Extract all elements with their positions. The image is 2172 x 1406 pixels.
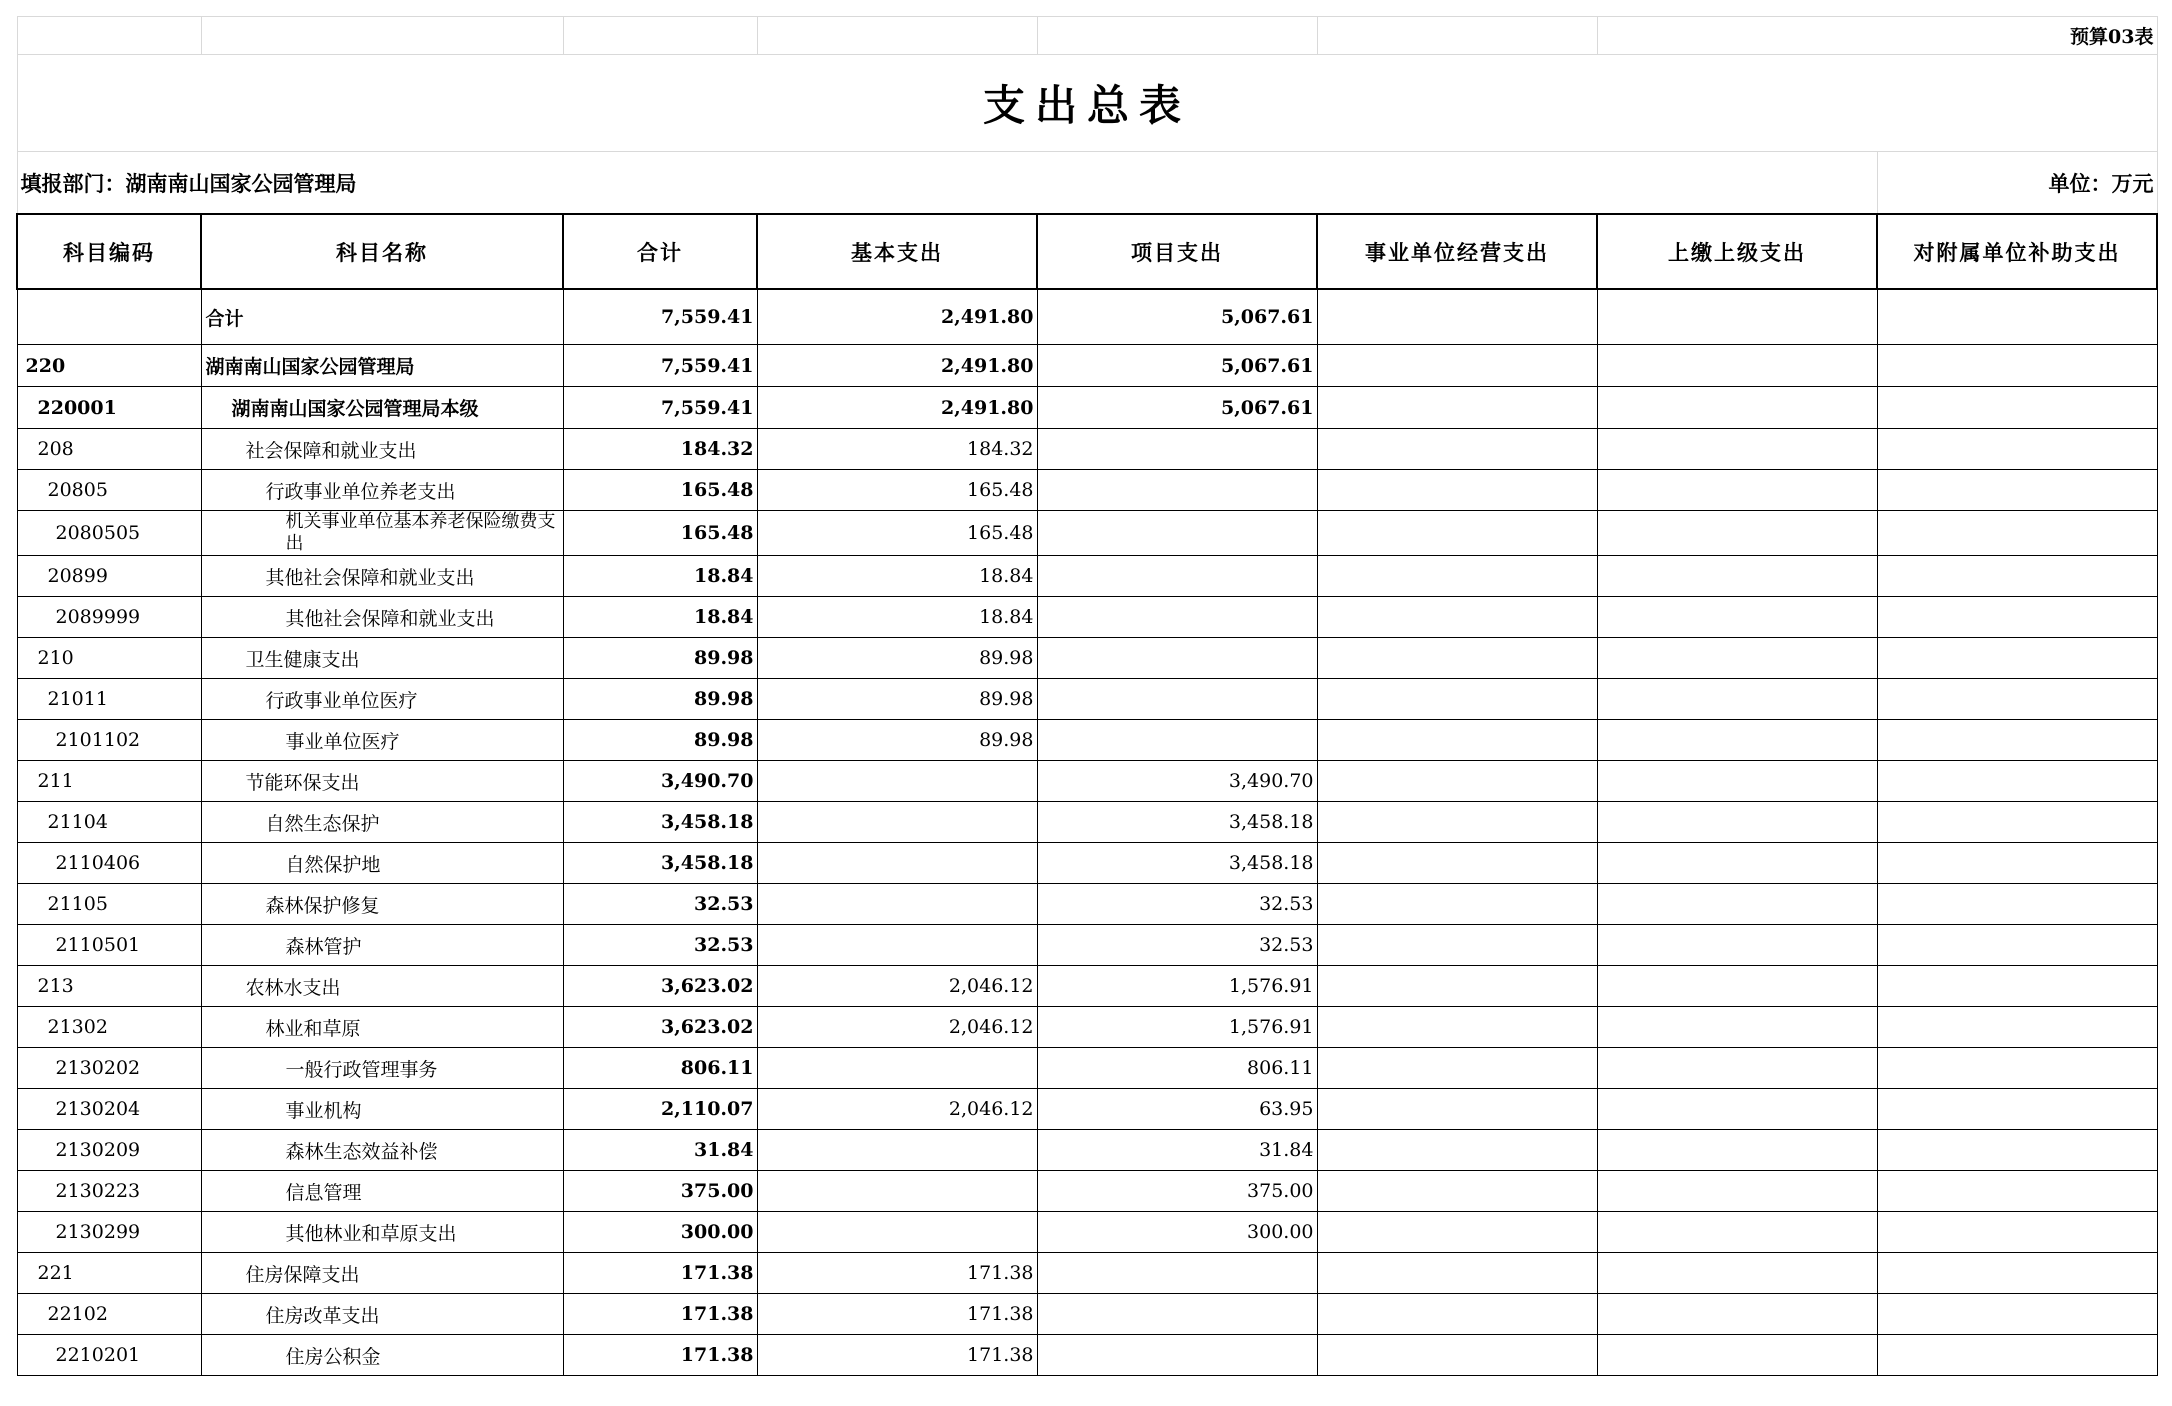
project-cell [1037, 429, 1317, 470]
upper-cell [1597, 1130, 1877, 1171]
subsidy-cell [1877, 1171, 2157, 1212]
project-cell [1037, 511, 1317, 556]
business-cell [1317, 429, 1597, 470]
name-cell: 合计 [201, 289, 563, 345]
project-cell: 1,576.91 [1037, 1007, 1317, 1048]
business-cell [1317, 802, 1597, 843]
business-cell [1317, 1212, 1597, 1253]
project-cell [1037, 556, 1317, 597]
basic-cell: 18.84 [757, 556, 1037, 597]
project-cell: 32.53 [1037, 884, 1317, 925]
code-cell: 213 [17, 966, 201, 1007]
department-label: 填报部门：湖南南山国家公园管理局 [17, 152, 1877, 215]
basic-cell [757, 925, 1037, 966]
upper-cell [1597, 1048, 1877, 1089]
name-cell: 机关事业单位基本养老保险缴费支出 [201, 511, 563, 556]
code-cell: 20899 [17, 556, 201, 597]
business-cell [1317, 679, 1597, 720]
basic-cell: 171.38 [757, 1253, 1037, 1294]
code-cell: 2130299 [17, 1212, 201, 1253]
name-cell: 节能环保支出 [201, 761, 563, 802]
project-cell: 806.11 [1037, 1048, 1317, 1089]
basic-cell: 165.48 [757, 470, 1037, 511]
total-cell: 3,458.18 [563, 802, 757, 843]
table-row [17, 1335, 2157, 1376]
subsidy-cell [1877, 556, 2157, 597]
business-cell [1317, 345, 1597, 387]
business-cell [1317, 1294, 1597, 1335]
total-cell: 7,559.41 [563, 345, 757, 387]
name-cell: 湖南南山国家公园管理局本级 [201, 387, 563, 429]
basic-cell [757, 761, 1037, 802]
name-cell: 事业单位医疗 [201, 720, 563, 761]
table-row [17, 1212, 2157, 1253]
basic-cell: 18.84 [757, 597, 1037, 638]
project-cell: 3,458.18 [1037, 802, 1317, 843]
project-cell [1037, 720, 1317, 761]
basic-cell [757, 1130, 1037, 1171]
basic-cell: 2,046.12 [757, 1089, 1037, 1130]
table-row [17, 925, 2157, 966]
upper-cell [1597, 556, 1877, 597]
table-row [17, 638, 2157, 679]
project-cell: 63.95 [1037, 1089, 1317, 1130]
subsidy-cell [1877, 720, 2157, 761]
table-row [17, 387, 2157, 429]
subsidy-cell [1877, 843, 2157, 884]
table-row [17, 720, 2157, 761]
upper-cell [1597, 1007, 1877, 1048]
header-total: 合计 [563, 214, 757, 289]
name-cell: 自然生态保护 [201, 802, 563, 843]
business-cell [1317, 1130, 1597, 1171]
basic-cell [757, 1171, 1037, 1212]
total-cell: 165.48 [563, 470, 757, 511]
name-cell: 农林水支出 [201, 966, 563, 1007]
upper-cell [1597, 387, 1877, 429]
name-cell: 行政事业单位医疗 [201, 679, 563, 720]
upper-cell [1597, 679, 1877, 720]
table-row [17, 1130, 2157, 1171]
header-row [17, 214, 2157, 289]
name-cell: 其他社会保障和就业支出 [201, 597, 563, 638]
project-cell: 3,490.70 [1037, 761, 1317, 802]
code-cell: 2130209 [17, 1130, 201, 1171]
code-cell: 220001 [17, 387, 201, 429]
business-cell [1317, 884, 1597, 925]
basic-cell [757, 884, 1037, 925]
upper-cell [1597, 1171, 1877, 1212]
code-cell: 21105 [17, 884, 201, 925]
project-cell: 3,458.18 [1037, 843, 1317, 884]
project-cell: 31.84 [1037, 1130, 1317, 1171]
code-cell: 2080505 [17, 511, 201, 556]
business-cell [1317, 387, 1597, 429]
business-cell [1317, 1171, 1597, 1212]
upper-cell [1597, 638, 1877, 679]
name-cell: 其他社会保障和就业支出 [201, 556, 563, 597]
code-cell: 2210201 [17, 1335, 201, 1376]
subsidy-cell [1877, 638, 2157, 679]
code-cell: 21104 [17, 802, 201, 843]
basic-cell: 171.38 [757, 1335, 1037, 1376]
business-cell [1317, 1048, 1597, 1089]
total-cell: 32.53 [563, 925, 757, 966]
business-cell [1317, 638, 1597, 679]
table-row [17, 470, 2157, 511]
total-cell: 300.00 [563, 1212, 757, 1253]
total-cell: 3,490.70 [563, 761, 757, 802]
name-cell: 森林保护修复 [201, 884, 563, 925]
code-cell: 2130223 [17, 1171, 201, 1212]
upper-cell [1597, 843, 1877, 884]
header-basic: 基本支出 [757, 214, 1037, 289]
basic-cell: 2,491.80 [757, 345, 1037, 387]
project-cell: 375.00 [1037, 1171, 1317, 1212]
subsidy-cell [1877, 511, 2157, 556]
table-row [17, 843, 2157, 884]
table-row [17, 884, 2157, 925]
table-row [17, 802, 2157, 843]
upper-cell [1597, 966, 1877, 1007]
upper-cell [1597, 1212, 1877, 1253]
name-cell: 住房公积金 [201, 1335, 563, 1376]
basic-cell: 2,046.12 [757, 966, 1037, 1007]
upper-cell [1597, 761, 1877, 802]
business-cell [1317, 511, 1597, 556]
basic-cell: 2,491.80 [757, 289, 1037, 345]
upper-cell [1597, 720, 1877, 761]
basic-cell: 2,491.80 [757, 387, 1037, 429]
table-row [17, 1007, 2157, 1048]
table-row [17, 1089, 2157, 1130]
subsidy-cell [1877, 761, 2157, 802]
total-cell: 7,559.41 [563, 387, 757, 429]
code-cell: 21302 [17, 1007, 201, 1048]
table-row [17, 429, 2157, 470]
department-row [17, 152, 2157, 215]
name-cell: 信息管理 [201, 1171, 563, 1212]
code-cell: 210 [17, 638, 201, 679]
table-row [17, 556, 2157, 597]
table-row [17, 1253, 2157, 1294]
header-name: 科目名称 [201, 214, 563, 289]
project-cell [1037, 679, 1317, 720]
upper-cell [1597, 884, 1877, 925]
project-cell [1037, 1335, 1317, 1376]
project-cell: 32.53 [1037, 925, 1317, 966]
subsidy-cell [1877, 429, 2157, 470]
upper-cell [1597, 925, 1877, 966]
code-cell: 2110406 [17, 843, 201, 884]
business-cell [1317, 1335, 1597, 1376]
table-row [17, 1048, 2157, 1089]
total-cell: 18.84 [563, 556, 757, 597]
basic-cell: 184.32 [757, 429, 1037, 470]
project-cell: 5,067.61 [1037, 345, 1317, 387]
project-cell [1037, 1253, 1317, 1294]
business-cell [1317, 1089, 1597, 1130]
upper-cell [1597, 597, 1877, 638]
name-cell: 住房保障支出 [201, 1253, 563, 1294]
total-cell: 806.11 [563, 1048, 757, 1089]
subsidy-cell [1877, 884, 2157, 925]
upper-cell [1597, 1294, 1877, 1335]
title-row [17, 55, 2157, 152]
business-cell [1317, 289, 1597, 345]
name-cell: 事业机构 [201, 1089, 563, 1130]
total-cell: 3,623.02 [563, 1007, 757, 1048]
subsidy-cell [1877, 387, 2157, 429]
subsidy-cell [1877, 1007, 2157, 1048]
total-cell: 31.84 [563, 1130, 757, 1171]
project-cell: 5,067.61 [1037, 387, 1317, 429]
upper-cell [1597, 1335, 1877, 1376]
code-cell: 221 [17, 1253, 201, 1294]
basic-cell [757, 1212, 1037, 1253]
upper-cell [1597, 429, 1877, 470]
total-cell: 3,458.18 [563, 843, 757, 884]
header-code: 科目编码 [17, 214, 201, 289]
table-row [17, 597, 2157, 638]
project-cell: 300.00 [1037, 1212, 1317, 1253]
name-cell: 森林生态效益补偿 [201, 1130, 563, 1171]
header-project: 项目支出 [1037, 214, 1317, 289]
table-row [17, 761, 2157, 802]
subsidy-cell [1877, 1212, 2157, 1253]
subsidy-cell [1877, 597, 2157, 638]
upper-cell [1597, 511, 1877, 556]
header-upper: 上缴上级支出 [1597, 214, 1877, 289]
subsidy-cell [1877, 925, 2157, 966]
project-cell [1037, 597, 1317, 638]
subsidy-cell [1877, 1294, 2157, 1335]
total-cell: 2,110.07 [563, 1089, 757, 1130]
name-cell: 住房改革支出 [201, 1294, 563, 1335]
business-cell [1317, 1253, 1597, 1294]
total-cell: 171.38 [563, 1294, 757, 1335]
expenditure-table [16, 16, 2158, 1376]
upper-cell [1597, 802, 1877, 843]
name-cell: 其他林业和草原支出 [201, 1212, 563, 1253]
name-cell: 行政事业单位养老支出 [201, 470, 563, 511]
business-cell [1317, 925, 1597, 966]
subsidy-cell [1877, 1089, 2157, 1130]
upper-cell [1597, 345, 1877, 387]
upper-cell [1597, 1089, 1877, 1130]
total-cell: 3,623.02 [563, 966, 757, 1007]
subsidy-cell [1877, 1253, 2157, 1294]
basic-cell: 89.98 [757, 638, 1037, 679]
business-cell [1317, 1007, 1597, 1048]
sheet-title: 支出总表 [17, 55, 2157, 152]
name-cell: 自然保护地 [201, 843, 563, 884]
total-cell: 171.38 [563, 1253, 757, 1294]
total-cell: 184.32 [563, 429, 757, 470]
basic-cell: 171.38 [757, 1294, 1037, 1335]
total-cell: 89.98 [563, 679, 757, 720]
subsidy-cell [1877, 345, 2157, 387]
code-cell: 21011 [17, 679, 201, 720]
subsidy-cell [1877, 470, 2157, 511]
subsidy-cell [1877, 679, 2157, 720]
basic-cell [757, 843, 1037, 884]
name-cell: 湖南南山国家公园管理局 [201, 345, 563, 387]
table-row [17, 289, 2157, 345]
project-cell [1037, 638, 1317, 679]
business-cell [1317, 720, 1597, 761]
code-cell: 2130202 [17, 1048, 201, 1089]
name-cell: 森林管护 [201, 925, 563, 966]
table-row [17, 966, 2157, 1007]
subsidy-cell [1877, 289, 2157, 345]
sheet-tag: 预算03表 [1597, 17, 2157, 55]
subsidy-cell [1877, 966, 2157, 1007]
name-cell: 卫生健康支出 [201, 638, 563, 679]
project-cell [1037, 470, 1317, 511]
project-cell: 1,576.91 [1037, 966, 1317, 1007]
basic-cell [757, 802, 1037, 843]
table-row [17, 345, 2157, 387]
project-cell [1037, 1294, 1317, 1335]
business-cell [1317, 761, 1597, 802]
business-cell [1317, 556, 1597, 597]
basic-cell: 165.48 [757, 511, 1037, 556]
total-cell: 32.53 [563, 884, 757, 925]
code-cell: 2130204 [17, 1089, 201, 1130]
basic-cell: 2,046.12 [757, 1007, 1037, 1048]
code-cell [17, 289, 201, 345]
project-cell: 5,067.61 [1037, 289, 1317, 345]
sheet-tag-row [17, 17, 2157, 55]
code-cell: 2101102 [17, 720, 201, 761]
code-cell: 20805 [17, 470, 201, 511]
unit-label: 单位：万元 [1877, 152, 2157, 215]
upper-cell [1597, 470, 1877, 511]
subsidy-cell [1877, 1130, 2157, 1171]
business-cell [1317, 470, 1597, 511]
code-cell: 211 [17, 761, 201, 802]
header-business: 事业单位经营支出 [1317, 214, 1597, 289]
code-cell: 22102 [17, 1294, 201, 1335]
code-cell: 2110501 [17, 925, 201, 966]
table-row [17, 511, 2157, 556]
basic-cell [757, 1048, 1037, 1089]
business-cell [1317, 966, 1597, 1007]
total-cell: 375.00 [563, 1171, 757, 1212]
subsidy-cell [1877, 1048, 2157, 1089]
header-subsidy: 对附属单位补助支出 [1877, 214, 2157, 289]
total-cell: 171.38 [563, 1335, 757, 1376]
business-cell [1317, 597, 1597, 638]
total-cell: 89.98 [563, 720, 757, 761]
table-row [17, 1171, 2157, 1212]
table-row [17, 1294, 2157, 1335]
total-cell: 89.98 [563, 638, 757, 679]
name-cell: 林业和草原 [201, 1007, 563, 1048]
code-cell: 2089999 [17, 597, 201, 638]
name-cell: 社会保障和就业支出 [201, 429, 563, 470]
subsidy-cell [1877, 1335, 2157, 1376]
subsidy-cell [1877, 802, 2157, 843]
total-cell: 18.84 [563, 597, 757, 638]
name-cell: 一般行政管理事务 [201, 1048, 563, 1089]
code-cell: 208 [17, 429, 201, 470]
table-row [17, 679, 2157, 720]
total-cell: 7,559.41 [563, 289, 757, 345]
basic-cell: 89.98 [757, 720, 1037, 761]
code-cell: 220 [17, 345, 201, 387]
upper-cell [1597, 1253, 1877, 1294]
total-cell: 165.48 [563, 511, 757, 556]
basic-cell: 89.98 [757, 679, 1037, 720]
business-cell [1317, 843, 1597, 884]
upper-cell [1597, 289, 1877, 345]
